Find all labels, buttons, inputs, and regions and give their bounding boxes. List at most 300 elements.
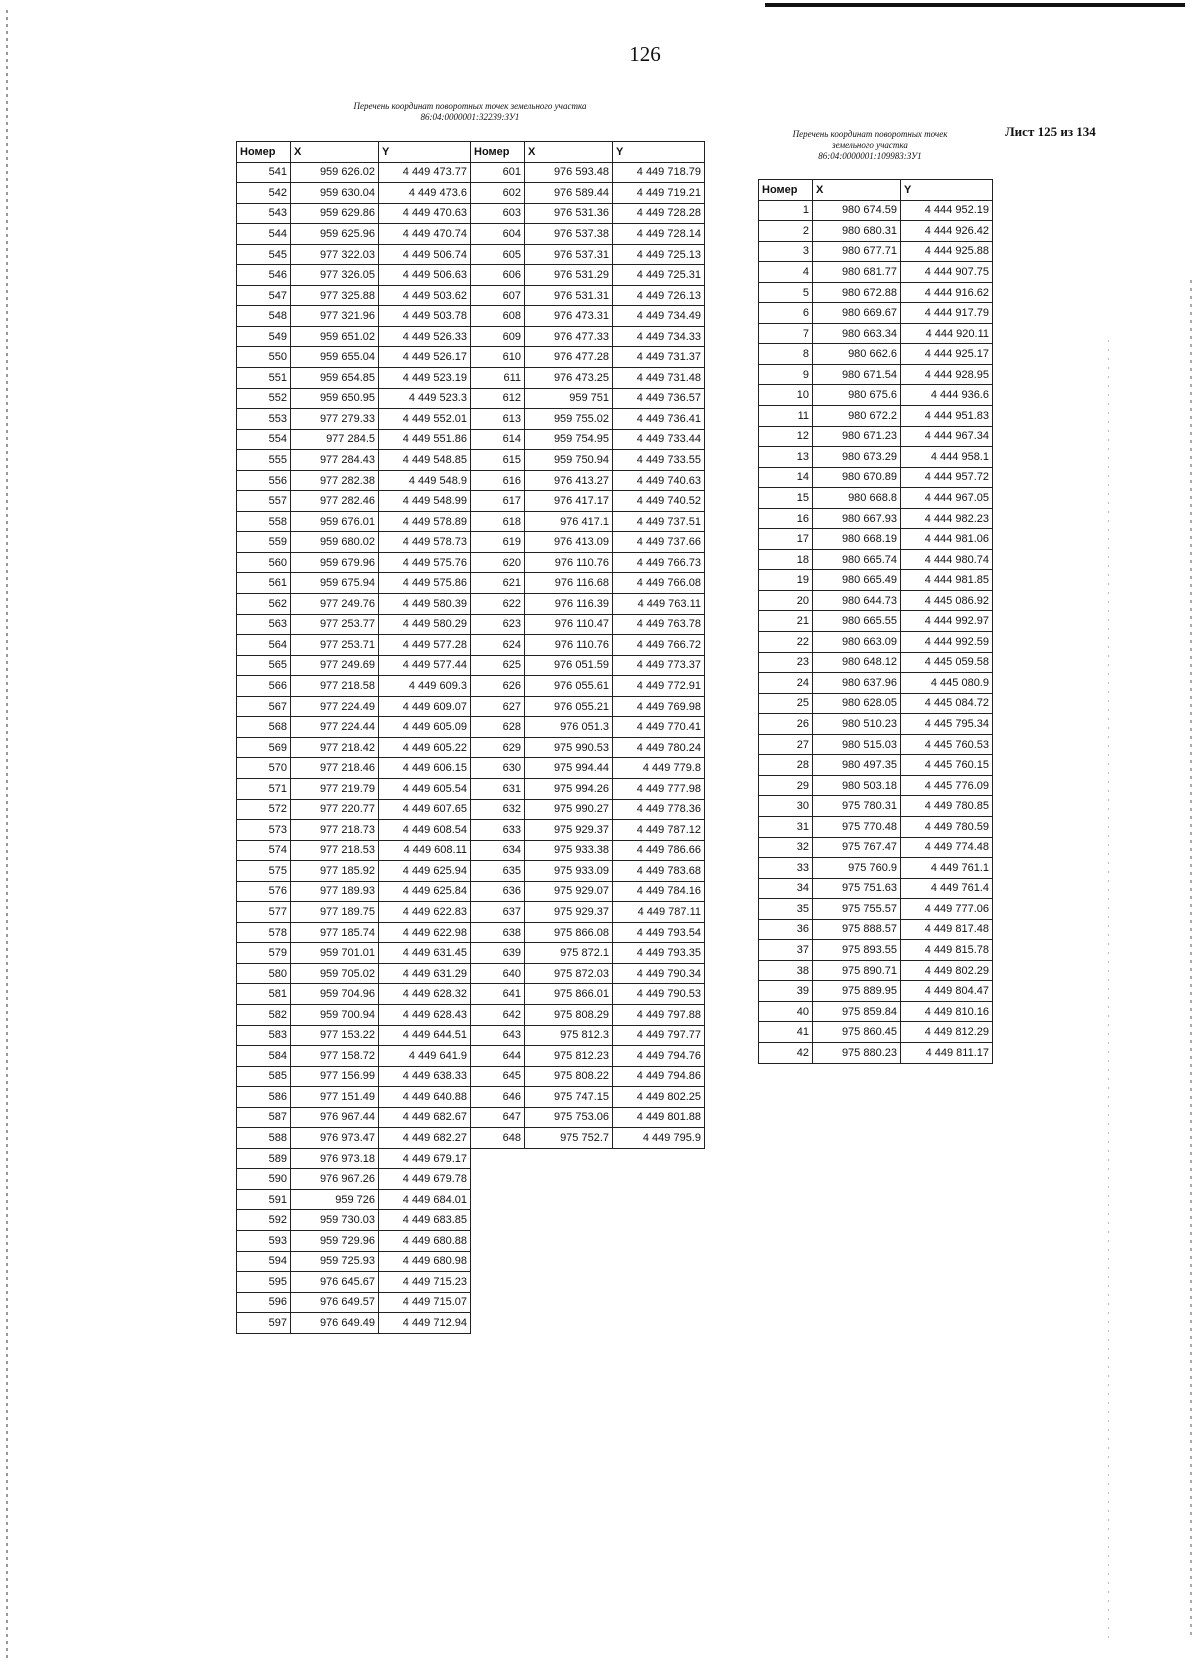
coord-y: 4 449 682.27 — [379, 1128, 471, 1149]
coord-x: 959 625.96 — [291, 224, 379, 245]
coord-x: 976 537.38 — [525, 224, 613, 245]
coord-y: 4 449 608.11 — [379, 840, 471, 861]
point-number: 18 — [759, 549, 813, 570]
point-number: 579 — [237, 943, 291, 964]
coord-x: 959 626.02 — [291, 162, 379, 183]
coord-y: 4 449 548.99 — [379, 491, 471, 512]
coord-y: 4 444 917.79 — [901, 303, 993, 324]
point-number: 34 — [759, 878, 813, 899]
coord-y: 4 445 086.92 — [901, 590, 993, 611]
coord-x: 975 990.53 — [525, 737, 613, 758]
coord-x: 976 116.68 — [525, 573, 613, 594]
table-row — [759, 447, 993, 468]
table-row — [759, 241, 993, 262]
coord-x: 975 770.48 — [813, 816, 901, 837]
table-row — [471, 573, 705, 594]
point-number: 24 — [759, 673, 813, 694]
coord-x: 976 116.39 — [525, 594, 613, 615]
coord-x: 959 676.01 — [291, 511, 379, 532]
table-row — [237, 737, 471, 758]
coord-y: 4 445 776.09 — [901, 775, 993, 796]
coord-y: 4 449 682.67 — [379, 1107, 471, 1128]
coord-y: 4 449 679.17 — [379, 1148, 471, 1169]
table-row — [759, 262, 993, 283]
point-number: 548 — [237, 306, 291, 327]
point-number: 603 — [471, 203, 525, 224]
coord-x: 980 680.31 — [813, 221, 901, 242]
table-row — [471, 511, 705, 532]
table-row — [759, 693, 993, 714]
coord-x: 976 051.59 — [525, 655, 613, 676]
coord-y: 4 444 980.74 — [901, 549, 993, 570]
coord-y: 4 449 715.23 — [379, 1272, 471, 1293]
table-row — [759, 364, 993, 385]
point-number: 21 — [759, 611, 813, 632]
table-row — [237, 429, 471, 450]
point-number: 13 — [759, 447, 813, 468]
table-row — [237, 1004, 471, 1025]
right-section-title — [755, 129, 985, 162]
coord-x: 977 219.79 — [291, 778, 379, 799]
point-number: 29 — [759, 775, 813, 796]
coord-x: 980 675.6 — [813, 385, 901, 406]
coord-x: 976 531.36 — [525, 203, 613, 224]
table-row — [471, 491, 705, 512]
point-number: 8 — [759, 344, 813, 365]
point-number: 35 — [759, 899, 813, 920]
coord-y: 4 444 981.06 — [901, 529, 993, 550]
coord-y: 4 449 641.9 — [379, 1046, 471, 1067]
point-number: 573 — [237, 820, 291, 841]
table-row — [237, 1230, 471, 1251]
coord-x: 975 860.45 — [813, 1022, 901, 1043]
coord-y: 4 449 712.94 — [379, 1313, 471, 1334]
table-header-row — [237, 142, 471, 163]
table-row — [471, 635, 705, 656]
point-number: 9 — [759, 364, 813, 385]
point-number: 612 — [471, 388, 525, 409]
point-number: 606 — [471, 265, 525, 286]
table-row — [471, 943, 705, 964]
coord-y: 4 449 503.78 — [379, 306, 471, 327]
point-number: 633 — [471, 820, 525, 841]
table-row — [237, 1292, 471, 1313]
table-row — [237, 594, 471, 615]
table-row — [759, 632, 993, 653]
coord-y: 4 449 684.01 — [379, 1189, 471, 1210]
point-number: 12 — [759, 426, 813, 447]
coord-y: 4 449 794.76 — [613, 1046, 705, 1067]
coord-x: 977 282.46 — [291, 491, 379, 512]
coord-y: 4 449 770.41 — [613, 717, 705, 738]
table-row — [471, 388, 705, 409]
point-number: 618 — [471, 511, 525, 532]
coord-x: 980 637.96 — [813, 673, 901, 694]
point-number: 10 — [759, 385, 813, 406]
point-number: 556 — [237, 470, 291, 491]
coord-y: 4 449 506.63 — [379, 265, 471, 286]
point-number: 547 — [237, 285, 291, 306]
coord-y: 4 449 815.78 — [901, 940, 993, 961]
coord-x: 977 282.38 — [291, 470, 379, 491]
coord-y: 4 449 548.85 — [379, 450, 471, 471]
coord-y: 4 449 734.49 — [613, 306, 705, 327]
coord-x: 977 253.77 — [291, 614, 379, 635]
coord-y: 4 449 622.98 — [379, 922, 471, 943]
point-number: 613 — [471, 409, 525, 430]
point-number: 610 — [471, 347, 525, 368]
coord-y: 4 444 925.88 — [901, 241, 993, 262]
table-row — [471, 470, 705, 491]
coord-y: 4 449 506.74 — [379, 244, 471, 265]
coord-y: 4 449 503.62 — [379, 285, 471, 306]
table-row — [759, 775, 993, 796]
coord-y: 4 449 552.01 — [379, 409, 471, 430]
coord-x: 980 670.89 — [813, 467, 901, 488]
table-row — [237, 368, 471, 389]
coord-x: 976 589.44 — [525, 183, 613, 204]
coord-x: 980 662.6 — [813, 344, 901, 365]
table-row — [759, 282, 993, 303]
coord-y: 4 449 725.31 — [613, 265, 705, 286]
table-row — [237, 1087, 471, 1108]
coord-y: 4 449 801.88 — [613, 1107, 705, 1128]
table-row — [759, 426, 993, 447]
table-row — [471, 1004, 705, 1025]
coord-x: 980 515.03 — [813, 734, 901, 755]
table-row — [237, 388, 471, 409]
point-number: 634 — [471, 840, 525, 861]
table-row — [237, 265, 471, 286]
coord-x: 977 185.74 — [291, 922, 379, 943]
table-row — [759, 406, 993, 427]
coord-y: 4 449 473.6 — [379, 183, 471, 204]
coord-x: 976 473.25 — [525, 368, 613, 389]
coord-x: 977 218.58 — [291, 676, 379, 697]
point-number: 19 — [759, 570, 813, 591]
coord-y: 4 444 920.11 — [901, 323, 993, 344]
coord-y: 4 449 728.14 — [613, 224, 705, 245]
header-x: X — [291, 142, 379, 163]
table-row — [237, 326, 471, 347]
coord-y: 4 449 718.79 — [613, 162, 705, 183]
coord-x: 977 249.69 — [291, 655, 379, 676]
point-number: 646 — [471, 1087, 525, 1108]
coord-x: 980 669.67 — [813, 303, 901, 324]
point-number: 11 — [759, 406, 813, 427]
table-row — [471, 881, 705, 902]
table-row — [237, 655, 471, 676]
point-number: 635 — [471, 861, 525, 882]
point-number: 31 — [759, 816, 813, 837]
coord-y: 4 445 795.34 — [901, 714, 993, 735]
coord-y: 4 449 719.21 — [613, 183, 705, 204]
table-row — [237, 799, 471, 820]
coord-y: 4 449 793.54 — [613, 922, 705, 943]
point-number: 625 — [471, 655, 525, 676]
page-number: 126 — [629, 42, 661, 66]
point-number: 28 — [759, 755, 813, 776]
coord-y: 4 449 769.98 — [613, 696, 705, 717]
coord-y: 4 445 760.15 — [901, 755, 993, 776]
coord-x: 977 218.42 — [291, 737, 379, 758]
table-row — [237, 450, 471, 471]
coord-y: 4 444 926.42 — [901, 221, 993, 242]
point-number: 5 — [759, 282, 813, 303]
coord-y: 4 449 640.88 — [379, 1087, 471, 1108]
coord-x: 975 747.15 — [525, 1087, 613, 1108]
table-row — [237, 614, 471, 635]
table-row — [759, 858, 993, 879]
coord-x: 959 704.96 — [291, 984, 379, 1005]
table-row — [471, 594, 705, 615]
table-row — [471, 285, 705, 306]
point-number: 627 — [471, 696, 525, 717]
coord-y: 4 449 763.78 — [613, 614, 705, 635]
coord-x: 976 051.3 — [525, 717, 613, 738]
point-number: 42 — [759, 1042, 813, 1063]
coord-y: 4 449 812.29 — [901, 1022, 993, 1043]
coord-y: 4 449 763.11 — [613, 594, 705, 615]
point-number: 571 — [237, 778, 291, 799]
coord-y: 4 449 580.39 — [379, 594, 471, 615]
coord-y: 4 444 967.05 — [901, 488, 993, 509]
point-number: 564 — [237, 635, 291, 656]
point-number: 39 — [759, 981, 813, 1002]
table-row — [759, 981, 993, 1002]
header-x: X — [813, 180, 901, 201]
coord-x: 975 880.23 — [813, 1042, 901, 1063]
coord-y: 4 449 580.29 — [379, 614, 471, 635]
point-number: 615 — [471, 450, 525, 471]
table-row — [471, 922, 705, 943]
point-number: 23 — [759, 652, 813, 673]
table-row — [471, 244, 705, 265]
header-x: X — [525, 142, 613, 163]
coord-x: 980 671.23 — [813, 426, 901, 447]
point-number: 40 — [759, 1001, 813, 1022]
coord-x: 977 185.92 — [291, 861, 379, 882]
point-number: 41 — [759, 1022, 813, 1043]
coord-y: 4 449 787.11 — [613, 902, 705, 923]
coord-x: 977 284.5 — [291, 429, 379, 450]
coord-x: 975 872.03 — [525, 963, 613, 984]
coord-x: 976 531.29 — [525, 265, 613, 286]
coord-x: 976 649.57 — [291, 1292, 379, 1313]
coord-x: 959 751 — [525, 388, 613, 409]
table-row — [237, 409, 471, 430]
coord-y: 4 449 772.91 — [613, 676, 705, 697]
coord-x: 959 726 — [291, 1189, 379, 1210]
coord-y: 4 449 794.86 — [613, 1066, 705, 1087]
coord-x: 977 321.96 — [291, 306, 379, 327]
point-number: 541 — [237, 162, 291, 183]
coord-x: 976 477.28 — [525, 347, 613, 368]
coord-x: 976 477.33 — [525, 326, 613, 347]
point-number: 640 — [471, 963, 525, 984]
table-row — [237, 861, 471, 882]
coord-x: 975 893.55 — [813, 940, 901, 961]
point-number: 16 — [759, 508, 813, 529]
table-row — [471, 696, 705, 717]
coord-x: 975 808.29 — [525, 1004, 613, 1025]
coord-x: 976 967.26 — [291, 1169, 379, 1190]
table-row — [237, 511, 471, 532]
coord-x: 976 973.47 — [291, 1128, 379, 1149]
header-number: Номер — [471, 142, 525, 163]
coord-x: 976 973.18 — [291, 1148, 379, 1169]
point-number: 609 — [471, 326, 525, 347]
sheet-label: Лист 125 из 134 — [1005, 124, 1096, 139]
point-number: 560 — [237, 552, 291, 573]
table-row — [237, 902, 471, 923]
coord-x: 976 645.67 — [291, 1272, 379, 1293]
table-row — [759, 940, 993, 961]
left-coordinates-table-a — [236, 141, 471, 1334]
coord-x: 976 537.31 — [525, 244, 613, 265]
point-number: 1 — [759, 200, 813, 221]
point-number: 26 — [759, 714, 813, 735]
coord-x: 959 651.02 — [291, 326, 379, 347]
coord-x: 975 890.71 — [813, 960, 901, 981]
table-row — [237, 717, 471, 738]
coord-y: 4 449 780.59 — [901, 816, 993, 837]
table-row — [471, 1025, 705, 1046]
table-row — [471, 347, 705, 368]
coord-x: 959 654.85 — [291, 368, 379, 389]
header-number: Номер — [237, 142, 291, 163]
coord-x: 976 417.1 — [525, 511, 613, 532]
coord-x: 959 729.96 — [291, 1230, 379, 1251]
table-row — [237, 285, 471, 306]
point-number: 636 — [471, 881, 525, 902]
coord-x: 975 990.27 — [525, 799, 613, 820]
coord-y: 4 444 916.62 — [901, 282, 993, 303]
point-number: 595 — [237, 1272, 291, 1293]
table-row — [759, 714, 993, 735]
table-row — [237, 470, 471, 491]
coord-x: 975 808.22 — [525, 1066, 613, 1087]
coord-x: 959 725.93 — [291, 1251, 379, 1272]
coord-x: 975 812.23 — [525, 1046, 613, 1067]
coord-x: 976 110.76 — [525, 635, 613, 656]
coord-y: 4 449 638.33 — [379, 1066, 471, 1087]
coord-y: 4 449 575.76 — [379, 552, 471, 573]
coord-x: 975 933.09 — [525, 861, 613, 882]
coord-x: 959 700.94 — [291, 1004, 379, 1025]
coord-x: 976 531.31 — [525, 285, 613, 306]
point-number: 632 — [471, 799, 525, 820]
table-row — [471, 778, 705, 799]
point-number: 586 — [237, 1087, 291, 1108]
table-row — [237, 573, 471, 594]
coord-y: 4 449 795.9 — [613, 1128, 705, 1149]
table-row — [237, 963, 471, 984]
coord-y: 4 449 680.88 — [379, 1230, 471, 1251]
coord-y: 4 449 761.4 — [901, 878, 993, 899]
point-number: 565 — [237, 655, 291, 676]
table-row — [471, 1046, 705, 1067]
point-number: 614 — [471, 429, 525, 450]
table-row — [471, 429, 705, 450]
coord-y: 4 445 760.53 — [901, 734, 993, 755]
coord-y: 4 449 810.16 — [901, 1001, 993, 1022]
point-number: 15 — [759, 488, 813, 509]
coord-y: 4 449 609.3 — [379, 676, 471, 697]
coord-y: 4 449 551.86 — [379, 429, 471, 450]
coord-x: 976 473.31 — [525, 306, 613, 327]
coord-x: 976 967.44 — [291, 1107, 379, 1128]
scan-right-edge — [1190, 280, 1192, 1640]
point-number: 576 — [237, 881, 291, 902]
coord-x: 975 752.7 — [525, 1128, 613, 1149]
table-row — [237, 676, 471, 697]
point-number: 37 — [759, 940, 813, 961]
point-number: 619 — [471, 532, 525, 553]
table-row — [237, 244, 471, 265]
point-number: 582 — [237, 1004, 291, 1025]
point-number: 577 — [237, 902, 291, 923]
header-y: Y — [901, 180, 993, 201]
coord-x: 980 674.59 — [813, 200, 901, 221]
coord-y: 4 449 631.29 — [379, 963, 471, 984]
coord-x: 975 812.3 — [525, 1025, 613, 1046]
left-title-line1: Перечень координат поворотных точек земельного участка — [353, 101, 587, 111]
coord-y: 4 449 778.36 — [613, 799, 705, 820]
coord-y: 4 449 473.77 — [379, 162, 471, 183]
point-number: 557 — [237, 491, 291, 512]
coord-x: 977 189.93 — [291, 881, 379, 902]
table-row — [471, 717, 705, 738]
point-number: 32 — [759, 837, 813, 858]
point-number: 648 — [471, 1128, 525, 1149]
coord-x: 977 151.49 — [291, 1087, 379, 1108]
point-number: 543 — [237, 203, 291, 224]
table-row — [237, 1272, 471, 1293]
point-number: 567 — [237, 696, 291, 717]
coord-y: 4 449 811.17 — [901, 1042, 993, 1063]
point-number: 628 — [471, 717, 525, 738]
coord-y: 4 449 523.3 — [379, 388, 471, 409]
point-number: 608 — [471, 306, 525, 327]
point-number: 572 — [237, 799, 291, 820]
table-row — [759, 1022, 993, 1043]
coord-x: 977 253.71 — [291, 635, 379, 656]
table-row — [471, 1128, 705, 1149]
coord-y: 4 449 577.44 — [379, 655, 471, 676]
coord-x: 976 649.49 — [291, 1313, 379, 1334]
table-row — [759, 755, 993, 776]
coord-y: 4 449 737.66 — [613, 532, 705, 553]
table-row — [759, 467, 993, 488]
table-row — [237, 635, 471, 656]
coord-y: 4 449 728.28 — [613, 203, 705, 224]
coord-x: 975 751.63 — [813, 878, 901, 899]
coord-x: 959 650.95 — [291, 388, 379, 409]
table-header-row — [471, 142, 705, 163]
point-number: 602 — [471, 183, 525, 204]
point-number: 583 — [237, 1025, 291, 1046]
coord-y: 4 449 680.98 — [379, 1251, 471, 1272]
header-number: Номер — [759, 180, 813, 201]
point-number: 553 — [237, 409, 291, 430]
coord-y: 4 449 802.25 — [613, 1087, 705, 1108]
coord-y: 4 449 731.37 — [613, 347, 705, 368]
coord-y: 4 449 606.15 — [379, 758, 471, 779]
table-row — [759, 1042, 993, 1063]
point-number: 617 — [471, 491, 525, 512]
coord-x: 959 679.96 — [291, 552, 379, 573]
